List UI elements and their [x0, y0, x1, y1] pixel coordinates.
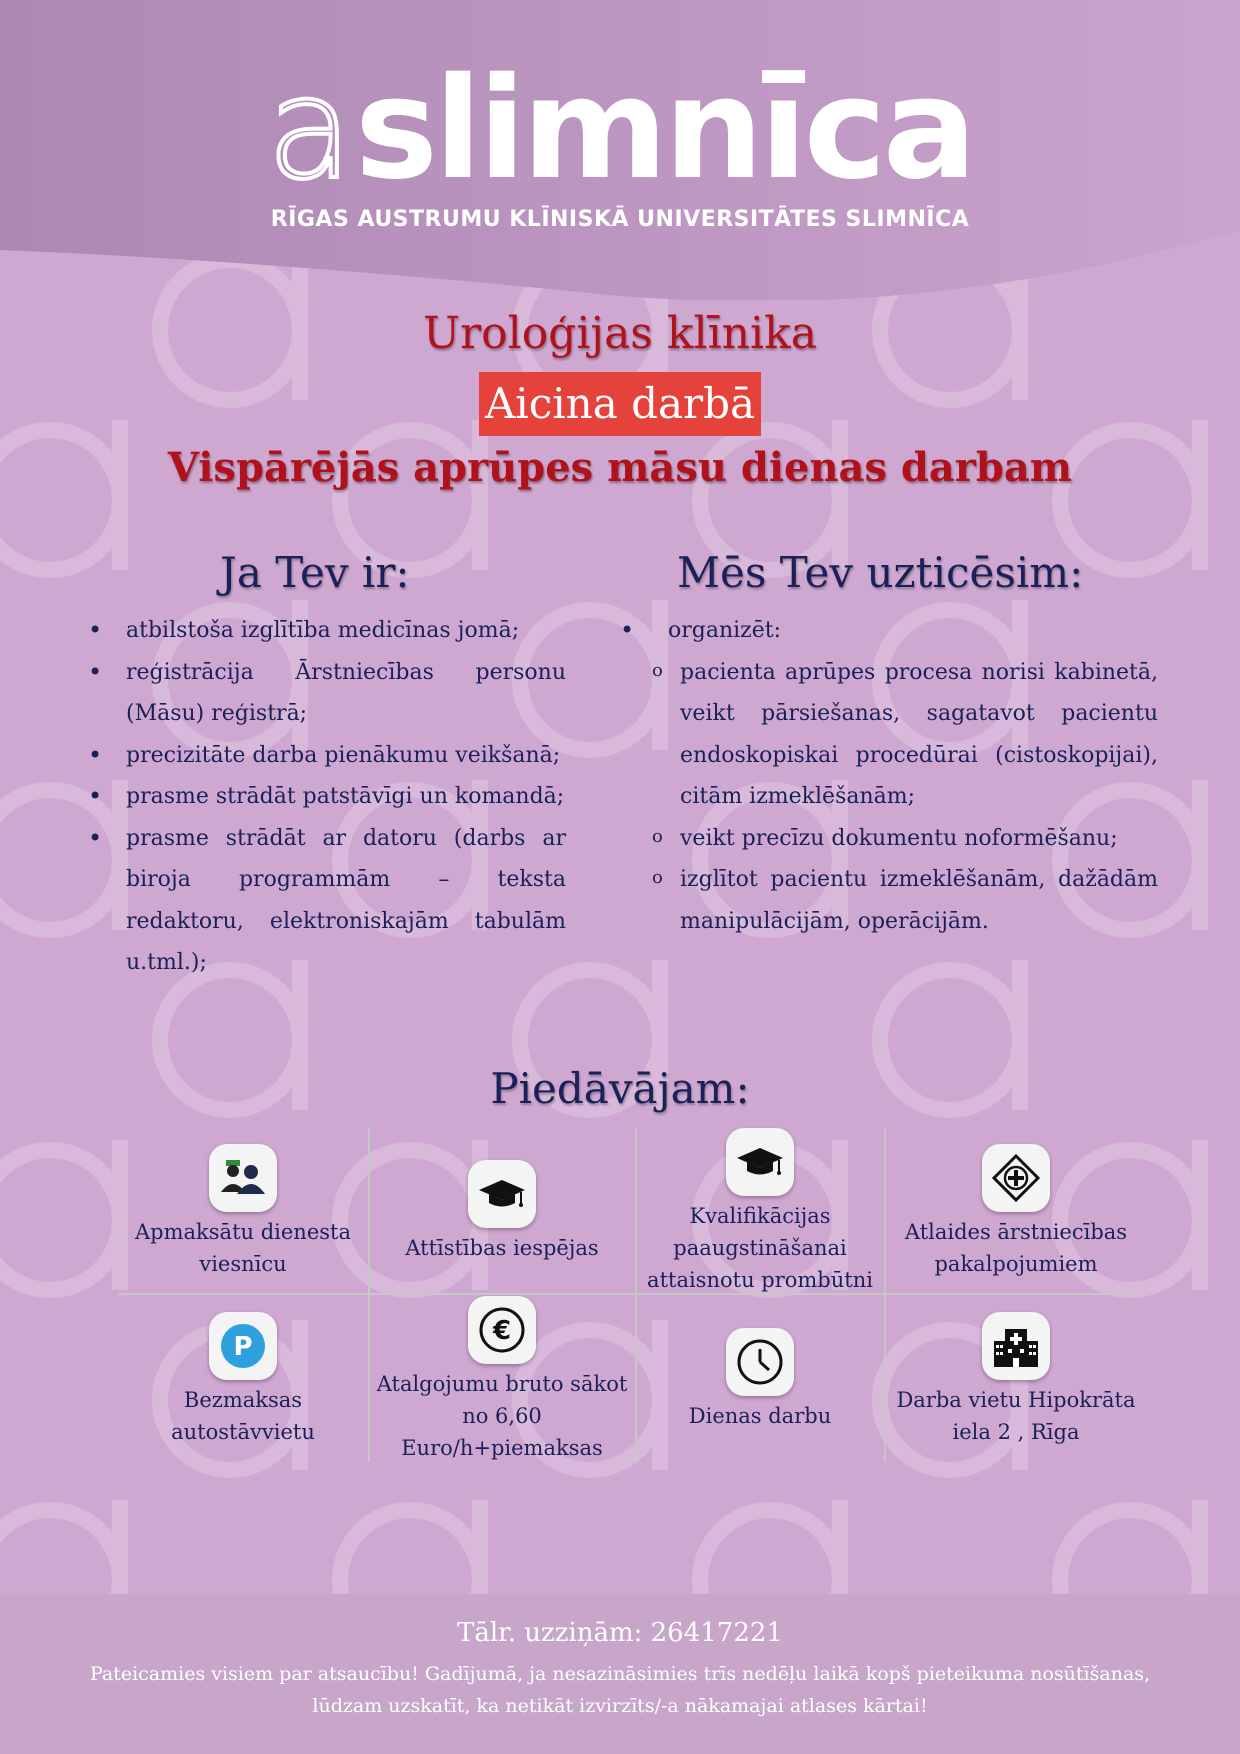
offer-label: Bezmaksas autostāvvietu: [171, 1388, 315, 1444]
requirement-item: • precizitāte darba pienākumu veikšanā;: [80, 735, 566, 777]
offer-item-workplace: [894, 1312, 1138, 1448]
offer-grid: [118, 1128, 1138, 1462]
hospital-icon: [982, 1312, 1050, 1380]
duty-item: o izglītot pacientu izmeklēšanām, dažādām manipulācijām, operācijām.: [612, 859, 1158, 942]
requirement-item: • prasme strādāt patstāvīgi un komandā;: [80, 776, 566, 818]
offer-label: Atlaides ārstniecības pakalpojumiem: [904, 1220, 1128, 1276]
requirements-heading: Ja Tev ir:: [220, 548, 410, 597]
offer-item-development: [380, 1160, 624, 1264]
graduation-cap-icon: [468, 1160, 536, 1228]
offer-heading: Piedāvājam:: [490, 1064, 750, 1113]
duties-heading: Mēs Tev uzticēsim:: [677, 548, 1084, 597]
footer-note: Pateicamies visiem par atsaucību! Gadījumā, ja nesazināsimies trīs nedēļu laikā kopš pieteikuma nosūtīšanas, lūdzam uzskatīt, ka netikāt izvirzīts/-a nākamajai atlases kārtai!: [89, 1663, 1151, 1717]
offer-item-discounts: [894, 1144, 1138, 1280]
offer-label: Apmaksātu dienesta viesnīcu: [135, 1220, 351, 1276]
svg-text:P: P: [233, 1332, 253, 1362]
offer-item-salary: [370, 1296, 634, 1464]
requirements-list: [80, 610, 566, 984]
offer-item-day-work: [645, 1328, 875, 1432]
offer-label: Attīstības iespējas: [405, 1236, 599, 1260]
logo-subtitle: RĪGAS AUSTRUMU KLĪNISKĀ UNIVERSITĀTES SLIMNĪCA: [270, 207, 970, 232]
offer-label: Kvalifikācijas paaugstināšanai attaisnotu prombūtni: [647, 1204, 873, 1292]
duty-item: o veikt precīzu dokumentu noformēšanu;: [612, 818, 1158, 860]
graduation-cap-icon: [726, 1128, 794, 1196]
logo-letter-a: a: [266, 48, 349, 211]
contact-phone: Tālr. uzziņām: 26417221: [457, 1618, 783, 1648]
offer-label: Darba vietu Hipokrāta iela 2 , Rīga: [896, 1388, 1136, 1444]
medical-cross-icon: [982, 1144, 1050, 1212]
hospital-logo: [0, 48, 1240, 232]
offer-item-housing: [118, 1144, 368, 1280]
position-title: Vispārējās aprūpes māsu dienas darbam: [167, 444, 1073, 491]
clinic-name: Uroloģijas klīnika: [423, 308, 817, 359]
offer-item-qualification: [645, 1128, 875, 1296]
offer-label: Dienas darbu: [688, 1404, 832, 1428]
requirement-item: • reģistrācija Ārstniecības personu (Māsu) reģistrā;: [80, 652, 566, 735]
people-icon: [209, 1144, 277, 1212]
clock-icon: [726, 1328, 794, 1396]
duties-list: [612, 610, 1158, 942]
requirement-item: • atbilstoša izglītība medicīnas jomā;: [80, 610, 566, 652]
parking-icon: [209, 1312, 277, 1380]
offer-item-parking: [118, 1312, 368, 1448]
svg-text:€: €: [492, 1316, 512, 1346]
euro-icon: [468, 1296, 536, 1364]
logo-wordmark: slimnīca: [354, 48, 974, 211]
invite-banner: Aicina darbā: [479, 372, 761, 436]
duties-main-item: • organizēt:: [612, 610, 1158, 652]
requirement-item: • prasme strādāt ar datoru (darbs ar biroja programmām – teksta redaktoru, elektroniskajām tabulām u.tml.);: [80, 818, 566, 984]
duty-item: o pacienta aprūpes procesa norisi kabinetā, veikt pārsiešanas, sagatavot pacientu endoskopiskai procedūrai (cistoskopijai), citām izmeklēšanām;: [612, 652, 1158, 818]
offer-label: Atalgojumu bruto sākot no 6,60 Euro/h+piemaksas: [376, 1372, 628, 1460]
